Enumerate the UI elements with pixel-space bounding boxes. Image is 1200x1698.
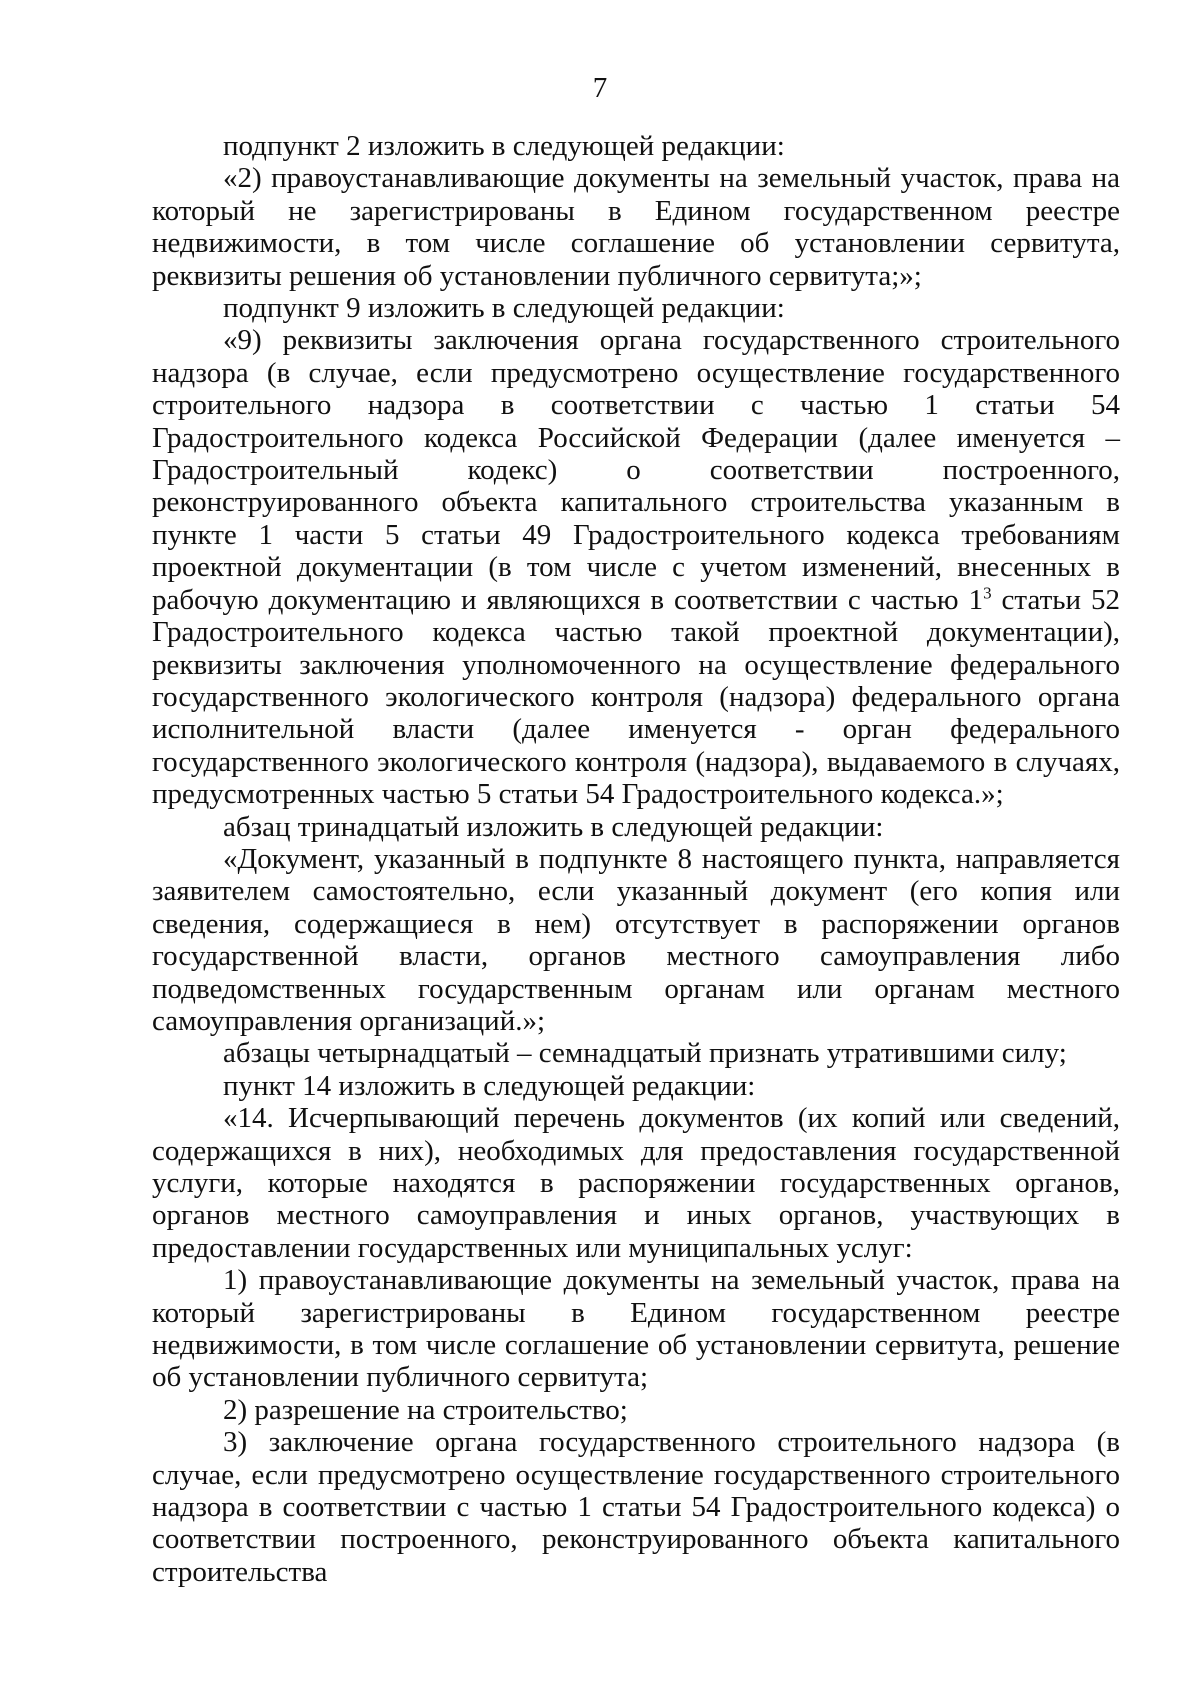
paragraph-repeal: абзацы четырнадцатый – семнадцатый признать утратившими силу; — [223, 1037, 1067, 1070]
document-body — [152, 130, 1120, 1588]
paragraph-thirteenth-text: «Документ, указанный в подпункте 8 настоящего пункта, направляется заявителем самостоятельно, если указанный документ (его копия или сведения, содержащиеся в нем) отсутствует в распоряжении органов государственной власти, органов местного самоуправления либо подведомственных государственным органам или органам местного самоуправления организаций.»; — [152, 842, 1120, 1037]
superscript-3: 3 — [983, 583, 992, 603]
paragraph-subitem9-text-part2: статьи 52 Градостроительного кодекса частью такой проектной документации), реквизиты заключения уполномоченного на осуществление федерального государственного экологического контроля (надзора) федерального органа исполнительной власти (далее именуется - орган федерального государственного экологического контроля (надзора), выдаваемого в случаях, предусмотренных частью 5 статьи 54 Градостроительного кодекса.»; — [152, 583, 1120, 811]
paragraph-subitem9-text-part1: «9) реквизиты заключения органа государственного строительного надзора (в случае, если предусмотрено осуществление государственного строительного надзора в соответствии с частью 1 статьи 54 Градостроительного кодекса Российской Федерации (далее именуется – Градостроительный кодекс) о соответствии построенного, реконструированного объекта капитального строительства указанным в пункте 1 части 5 статьи 49 Градостроительного кодекса требованиям проектной документации (в том числе с учетом изменений, внесенных в рабочую документацию и являющихся в соответствии с частью 1 — [152, 324, 1120, 616]
paragraph-subitem9-text — [152, 324, 1120, 810]
list-item-2: 2) разрешение на строительство; — [223, 1393, 628, 1426]
paragraph-subitem2-heading: подпункт 2 изложить в следующей редакции: — [223, 130, 785, 162]
paragraph-subitem2-text: «2) правоустанавливающие документы на земельный участок, права на который не зарегистрированы в Едином государственном реестре недвижимости, в том числе соглашение об установлении сервитута, реквизиты решения об установлении публичного сервитута;»; — [152, 162, 1120, 292]
paragraph-subitem9-heading: подпункт 9 изложить в следующей редакции: — [223, 292, 785, 325]
paragraph-thirteenth-heading: абзац тринадцатый изложить в следующей редакции: — [223, 810, 884, 843]
list-item-1: 1) правоустанавливающие документы на земельный участок, права на который зарегистрированы в Едином государственном реестре недвижимости, в том числе соглашение об установлении сервитута, решение об установлении публичного сервитута; — [152, 1264, 1120, 1394]
list-item-3: 3) заключение органа государственного строительного надзора (в случае, если предусмотрено осуществление государственного строительного надзора в соответствии с частью 1 статьи 54 Градостроительного кодекса) о соответствии построенного, реконструированного объекта капитального строительства — [152, 1426, 1120, 1588]
paragraph-item14-text: «14. Исчерпывающий перечень документов (их копий или сведений, содержащихся в них), необходимых для предоставления государственной услуги, которые находятся в распоряжении государственных органов, органов местного самоуправления и иных органов, участвующих в предоставлении государственных или муниципальных услуг: — [152, 1102, 1120, 1264]
paragraph-item14-heading: пункт 14 изложить в следующей редакции: — [223, 1069, 756, 1102]
page-number: 7 — [592, 72, 608, 104]
